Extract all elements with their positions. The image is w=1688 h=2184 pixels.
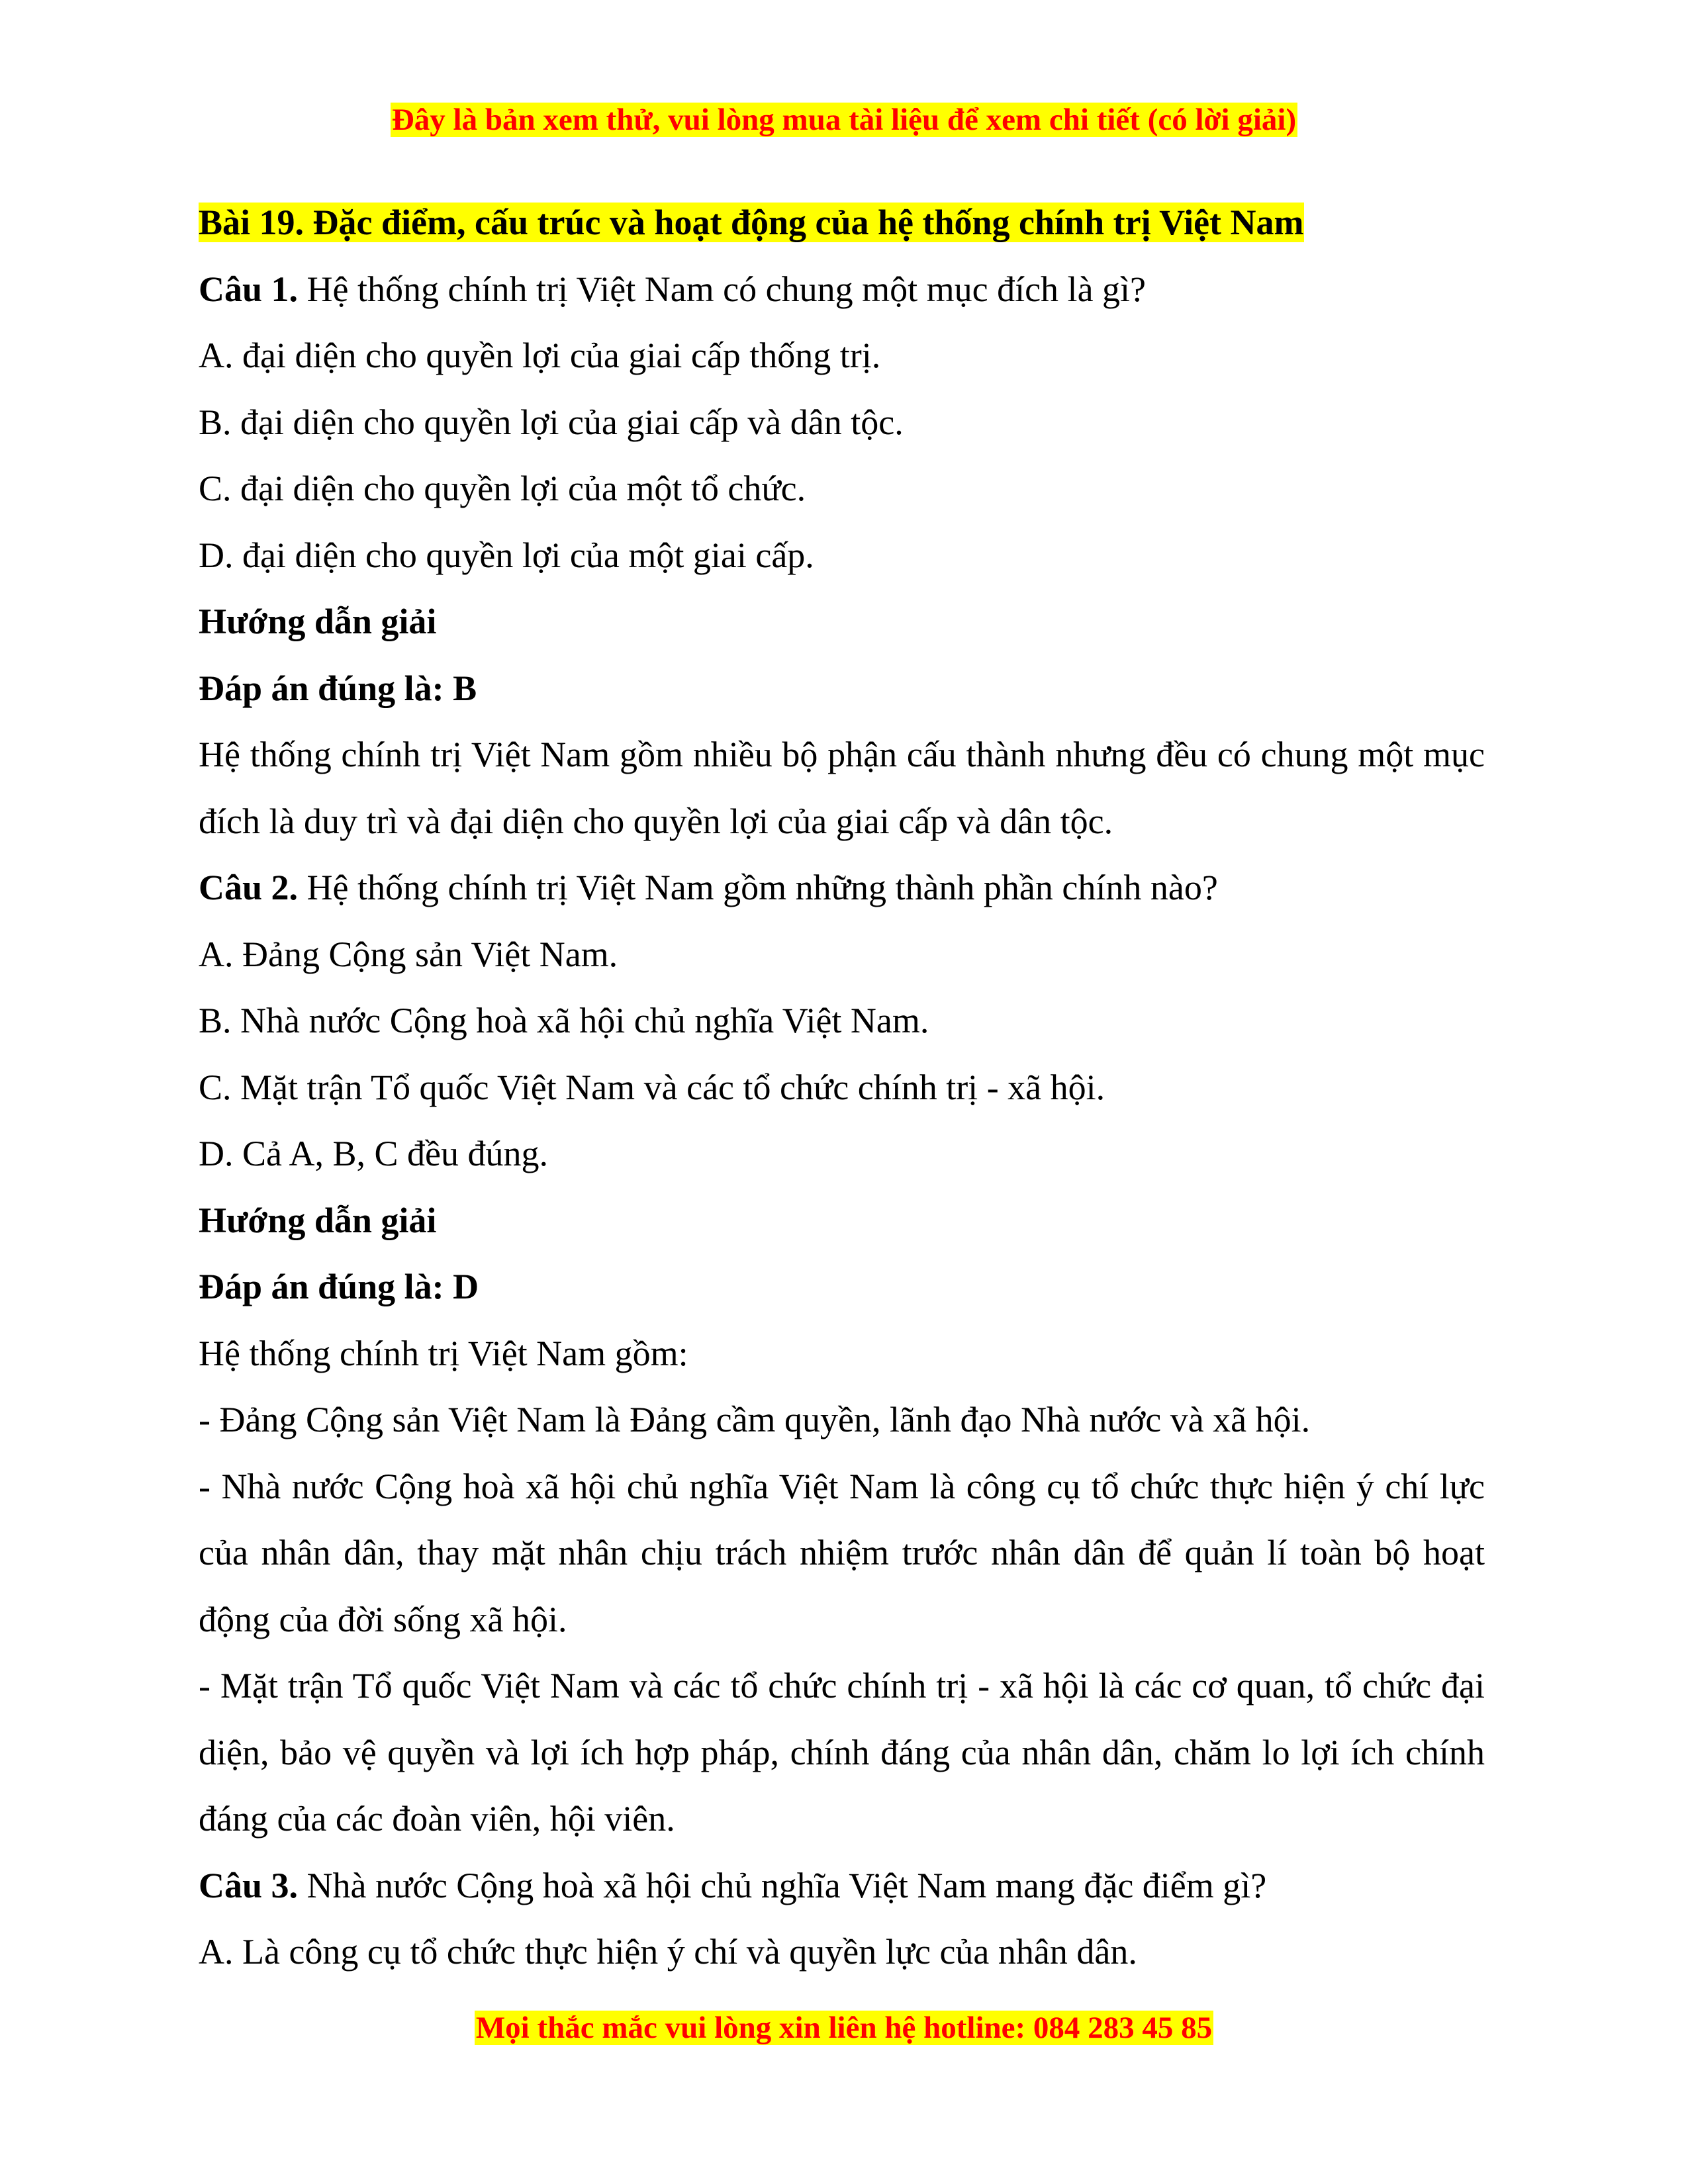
lesson-title-text: Bài 19. Đặc điểm, cấu trúc và hoạt động của hệ thống chính trị Việt Nam — [199, 203, 1304, 242]
option-b: B. Nhà nước Cộng hoà xã hội chủ nghĩa Việt Nam. — [199, 1001, 929, 1040]
document-body — [199, 189, 1485, 1985]
question-2 — [199, 854, 1485, 921]
explanation-item: - Mặt trận Tổ quốc Việt Nam và các tổ chức chính trị - xã hội là các cơ quan, tổ chức đại diện, bảo vệ quyền và lợi ích hợp pháp, chính đáng của nhân dân, chăm lo lợi ích chính đáng của các đoàn viên, hội viên. — [199, 1666, 1485, 1839]
preview-notice — [0, 100, 1688, 140]
option-d: D. đại diện cho quyền lợi của một giai cấp. — [199, 535, 814, 575]
question-text: Hệ thống chính trị Việt Nam gồm những thành phần chính nào? — [298, 868, 1218, 907]
hotline-notice-text: Mọi thắc mắc vui lòng xin liên hệ hotline: 084 283 45 85 — [475, 2011, 1213, 2045]
explanation-item: - Đảng Cộng sản Việt Nam là Đảng cầm quyền, lãnh đạo Nhà nước và xã hội. — [199, 1400, 1311, 1439]
preview-notice-text: Đây là bản xem thử, vui lòng mua tài liệu để xem chi tiết (có lời giải) — [391, 103, 1297, 137]
option-a: A. Đảng Cộng sản Việt Nam. — [199, 934, 618, 974]
question-1 — [199, 256, 1485, 323]
guide-heading: Hướng dẫn giải — [199, 602, 437, 641]
question-label: Câu 2. — [199, 868, 299, 907]
lesson-title — [199, 189, 1485, 256]
option-b: B. đại diện cho quyền lợi của giai cấp và dân tộc. — [199, 402, 904, 442]
option-c: C. đại diện cho quyền lợi của một tổ chức. — [199, 469, 806, 508]
explanation-item: - Nhà nước Cộng hoà xã hội chủ nghĩa Việt Nam là công cụ tổ chức thực hiện ý chí lực của nhân dân, thay mặt nhân chịu trách nhiệm trước nhân dân để quản lí toàn bộ hoạt động của đời sống xã hội. — [199, 1466, 1485, 1639]
question-3 — [199, 1852, 1485, 1919]
question-label: Câu 3. — [199, 1865, 299, 1905]
option-c: C. Mặt trận Tổ quốc Việt Nam và các tổ chức chính trị - xã hội. — [199, 1067, 1105, 1107]
hotline-notice — [0, 2008, 1688, 2048]
option-d: D. Cả A, B, C đều đúng. — [199, 1134, 549, 1173]
correct-answer: Đáp án đúng là: B — [199, 668, 477, 708]
explanation-intro: Hệ thống chính trị Việt Nam gồm: — [199, 1333, 688, 1373]
option-a: A. đại diện cho quyền lợi của giai cấp thống trị. — [199, 336, 881, 375]
question-text: Nhà nước Cộng hoà xã hội chủ nghĩa Việt Nam mang đặc điểm gì? — [298, 1865, 1267, 1905]
question-text: Hệ thống chính trị Việt Nam có chung một mục đích là gì? — [298, 269, 1147, 309]
explanation: Hệ thống chính trị Việt Nam gồm nhiều bộ phận cấu thành nhưng đều có chung một mục đích là duy trì và đại diện cho quyền lợi của giai cấp và dân tộc. — [199, 735, 1485, 841]
guide-heading: Hướng dẫn giải — [199, 1200, 437, 1240]
question-label: Câu 1. — [199, 269, 299, 309]
correct-answer: Đáp án đúng là: D — [199, 1267, 479, 1306]
option-a: A. Là công cụ tổ chức thực hiện ý chí và quyền lực của nhân dân. — [199, 1932, 1137, 1972]
